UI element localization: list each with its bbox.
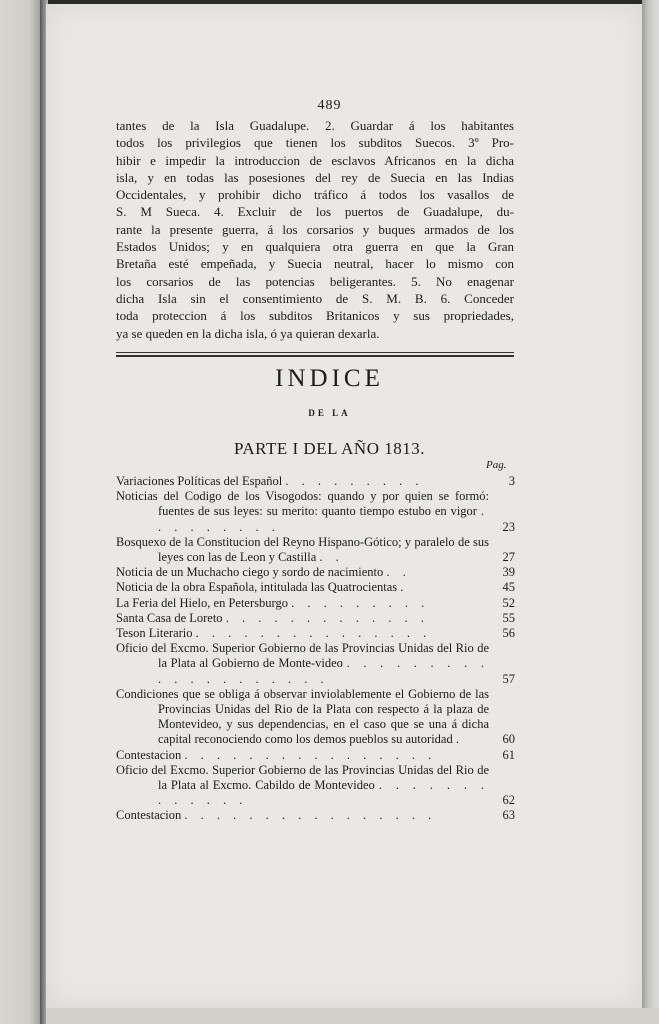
toc-leader-dots: . . . . . . . . .	[291, 595, 430, 610]
table-of-contents	[116, 474, 515, 824]
toc-leader-dots: . . . . . . . . . . . . . . . .	[184, 747, 437, 762]
toc-page-number: 45	[502, 580, 515, 595]
toc-page-number: 60	[502, 732, 515, 747]
body-line: dicha Isla sin el consentimiento de S. M. B. 6. Conceder	[116, 290, 514, 306]
toc-entry	[116, 808, 515, 823]
body-line: ya se queden en la dicha isla, ó ya quieran dexarla.	[116, 325, 380, 341]
toc-leader-dots: . . . . . . . . . . . . . . . .	[184, 808, 437, 823]
divider-rule-top	[116, 352, 514, 353]
toc-page-number: 23	[502, 519, 515, 534]
toc-entry-text: Oficio del Excmo. Superior Gobierno de las Provincias Unidas del Rio de la Plata al Excmo. Cabildo de Montevideo	[116, 762, 489, 793]
left-page-edge	[0, 0, 42, 1024]
page-number: 489	[317, 98, 342, 113]
page-bottom-edge	[46, 1008, 659, 1024]
toc-entry-text: Teson Literario	[116, 626, 193, 641]
toc-page-number: 55	[502, 610, 515, 625]
body-line: Estados Unidos; y en qualquiera otra guerra en que la Gran	[116, 239, 514, 255]
toc-entry	[116, 535, 515, 565]
toc-entry-text: Santa Casa de Loreto	[116, 610, 223, 625]
toc-leader-dots: . . . . . . . . . . . . .	[158, 778, 490, 808]
toc-leader-dots: . . . . . . . . .	[285, 474, 424, 488]
toc-entry	[116, 565, 515, 580]
toc-entry	[116, 489, 515, 535]
toc-entry-text: La Feria del Hielo, en Petersburgo	[116, 595, 288, 610]
toc-page-number: 63	[502, 808, 515, 823]
toc-entry-text: Condiciones que se obliga á observar inviolablemente el Gobierno de las Provincias Unidas del Rio de la Plata con respecto á la plaza de Montevideo, y sus dependencias, en el caso que se una á dicha capital reconociendo como los demos pueblos su autoridad	[116, 686, 489, 747]
body-line: S. M Sueca. 4. Excluir de los puertos de Guadalupe, du-	[116, 204, 514, 220]
toc-leader-dots: . . . . . . . . . . . . . . .	[195, 626, 432, 641]
body-line: Occidentales, y prohibir dicho tráfico á todos los vasallos de	[116, 187, 514, 203]
divider-rule-bottom	[116, 355, 514, 357]
toc-entry	[116, 611, 515, 626]
toc-page-number: 61	[502, 747, 515, 762]
body-line: tantes de la Isla Guadalupe. 2. Guardar á los habitantes	[116, 118, 514, 133]
right-page-edge	[642, 0, 659, 1024]
toc-page-number: 62	[502, 793, 515, 808]
toc-leader-dots: .	[455, 732, 464, 747]
body-line: Bretaña esté empeñada, y Suecia neutral, hacer lo mismo con	[116, 256, 514, 272]
toc-entry	[116, 687, 515, 748]
toc-leader-dots: . .	[386, 565, 411, 580]
body-line: los corsarios de las potencias beligerantes. 5. No enagenar	[116, 273, 514, 289]
body-paragraph	[116, 117, 514, 342]
toc-entry	[116, 641, 515, 687]
toc-entry	[116, 763, 515, 809]
toc-entry	[116, 580, 515, 595]
page-column-label: Pag.	[486, 459, 507, 471]
toc-page-number: 57	[502, 671, 515, 686]
index-part-heading: PARTE I DEL AÑO 1813.	[234, 439, 425, 458]
toc-page-number: 27	[502, 550, 515, 565]
body-line: todos los privilegios que tienen los subditos Suecos. 3º Pro-	[116, 135, 514, 151]
toc-entry	[116, 596, 515, 611]
toc-entry-text: Bosquexo de la Constitucion del Reyno Hispano-Gótico; y paralelo de sus leyes con las de Leon y Castilla	[116, 534, 489, 565]
toc-entry-text: Variaciones Políticas del Español	[116, 474, 283, 488]
toc-entry-text: Noticia de un Muchacho ciego y sordo de nacimiento	[116, 565, 384, 580]
toc-page-number: 56	[502, 626, 515, 641]
body-line: toda proteccion á los subditos Britanicos y sus propriedades,	[116, 308, 514, 324]
toc-entry-text: Noticias del Codigo de los Visogodos: quando y por quien se formó: fuentes de sus leyes: su merito: quanto tiempo estubo en vigor	[116, 489, 489, 519]
toc-leader-dots: . . . . . . . . . . . . .	[225, 610, 429, 625]
body-line: hibir e impedir la introduccion de esclavos Africanos en la dicha	[116, 152, 514, 168]
index-subtitle: DE LA	[308, 408, 351, 418]
toc-entry-text: Oficio del Excmo. Superior Gobierno de las Provincias Unidas del Rio de la Plata al Gobierno de Monte-video	[116, 641, 489, 671]
toc-leader-dots: . . . . . . . . . . . . . . . . . . . .	[158, 656, 490, 686]
toc-entry	[116, 626, 515, 641]
body-line: isla, y en todas las posesiones del rey de Suecia en las Indias	[116, 169, 514, 185]
toc-entry-text: Contestacion	[116, 808, 182, 823]
body-line: rante la presente guerra, á los corsarios y buques armados de los	[116, 221, 514, 237]
toc-entry	[116, 748, 515, 763]
toc-page-number: 52	[502, 595, 515, 610]
toc-leader-dots: . . . . . . . . .	[158, 504, 489, 534]
toc-entry	[116, 474, 515, 489]
toc-leader-dots: . .	[319, 550, 344, 565]
toc-leader-dots: .	[400, 580, 409, 595]
toc-entry-text: Contestacion	[116, 747, 182, 762]
index-title: INDICE	[275, 365, 384, 392]
toc-entry-text: Noticia de la obra Española, intitulada las Quatrocientas	[116, 580, 398, 595]
toc-page-number: 3	[508, 474, 515, 488]
toc-page-number: 39	[502, 565, 515, 580]
